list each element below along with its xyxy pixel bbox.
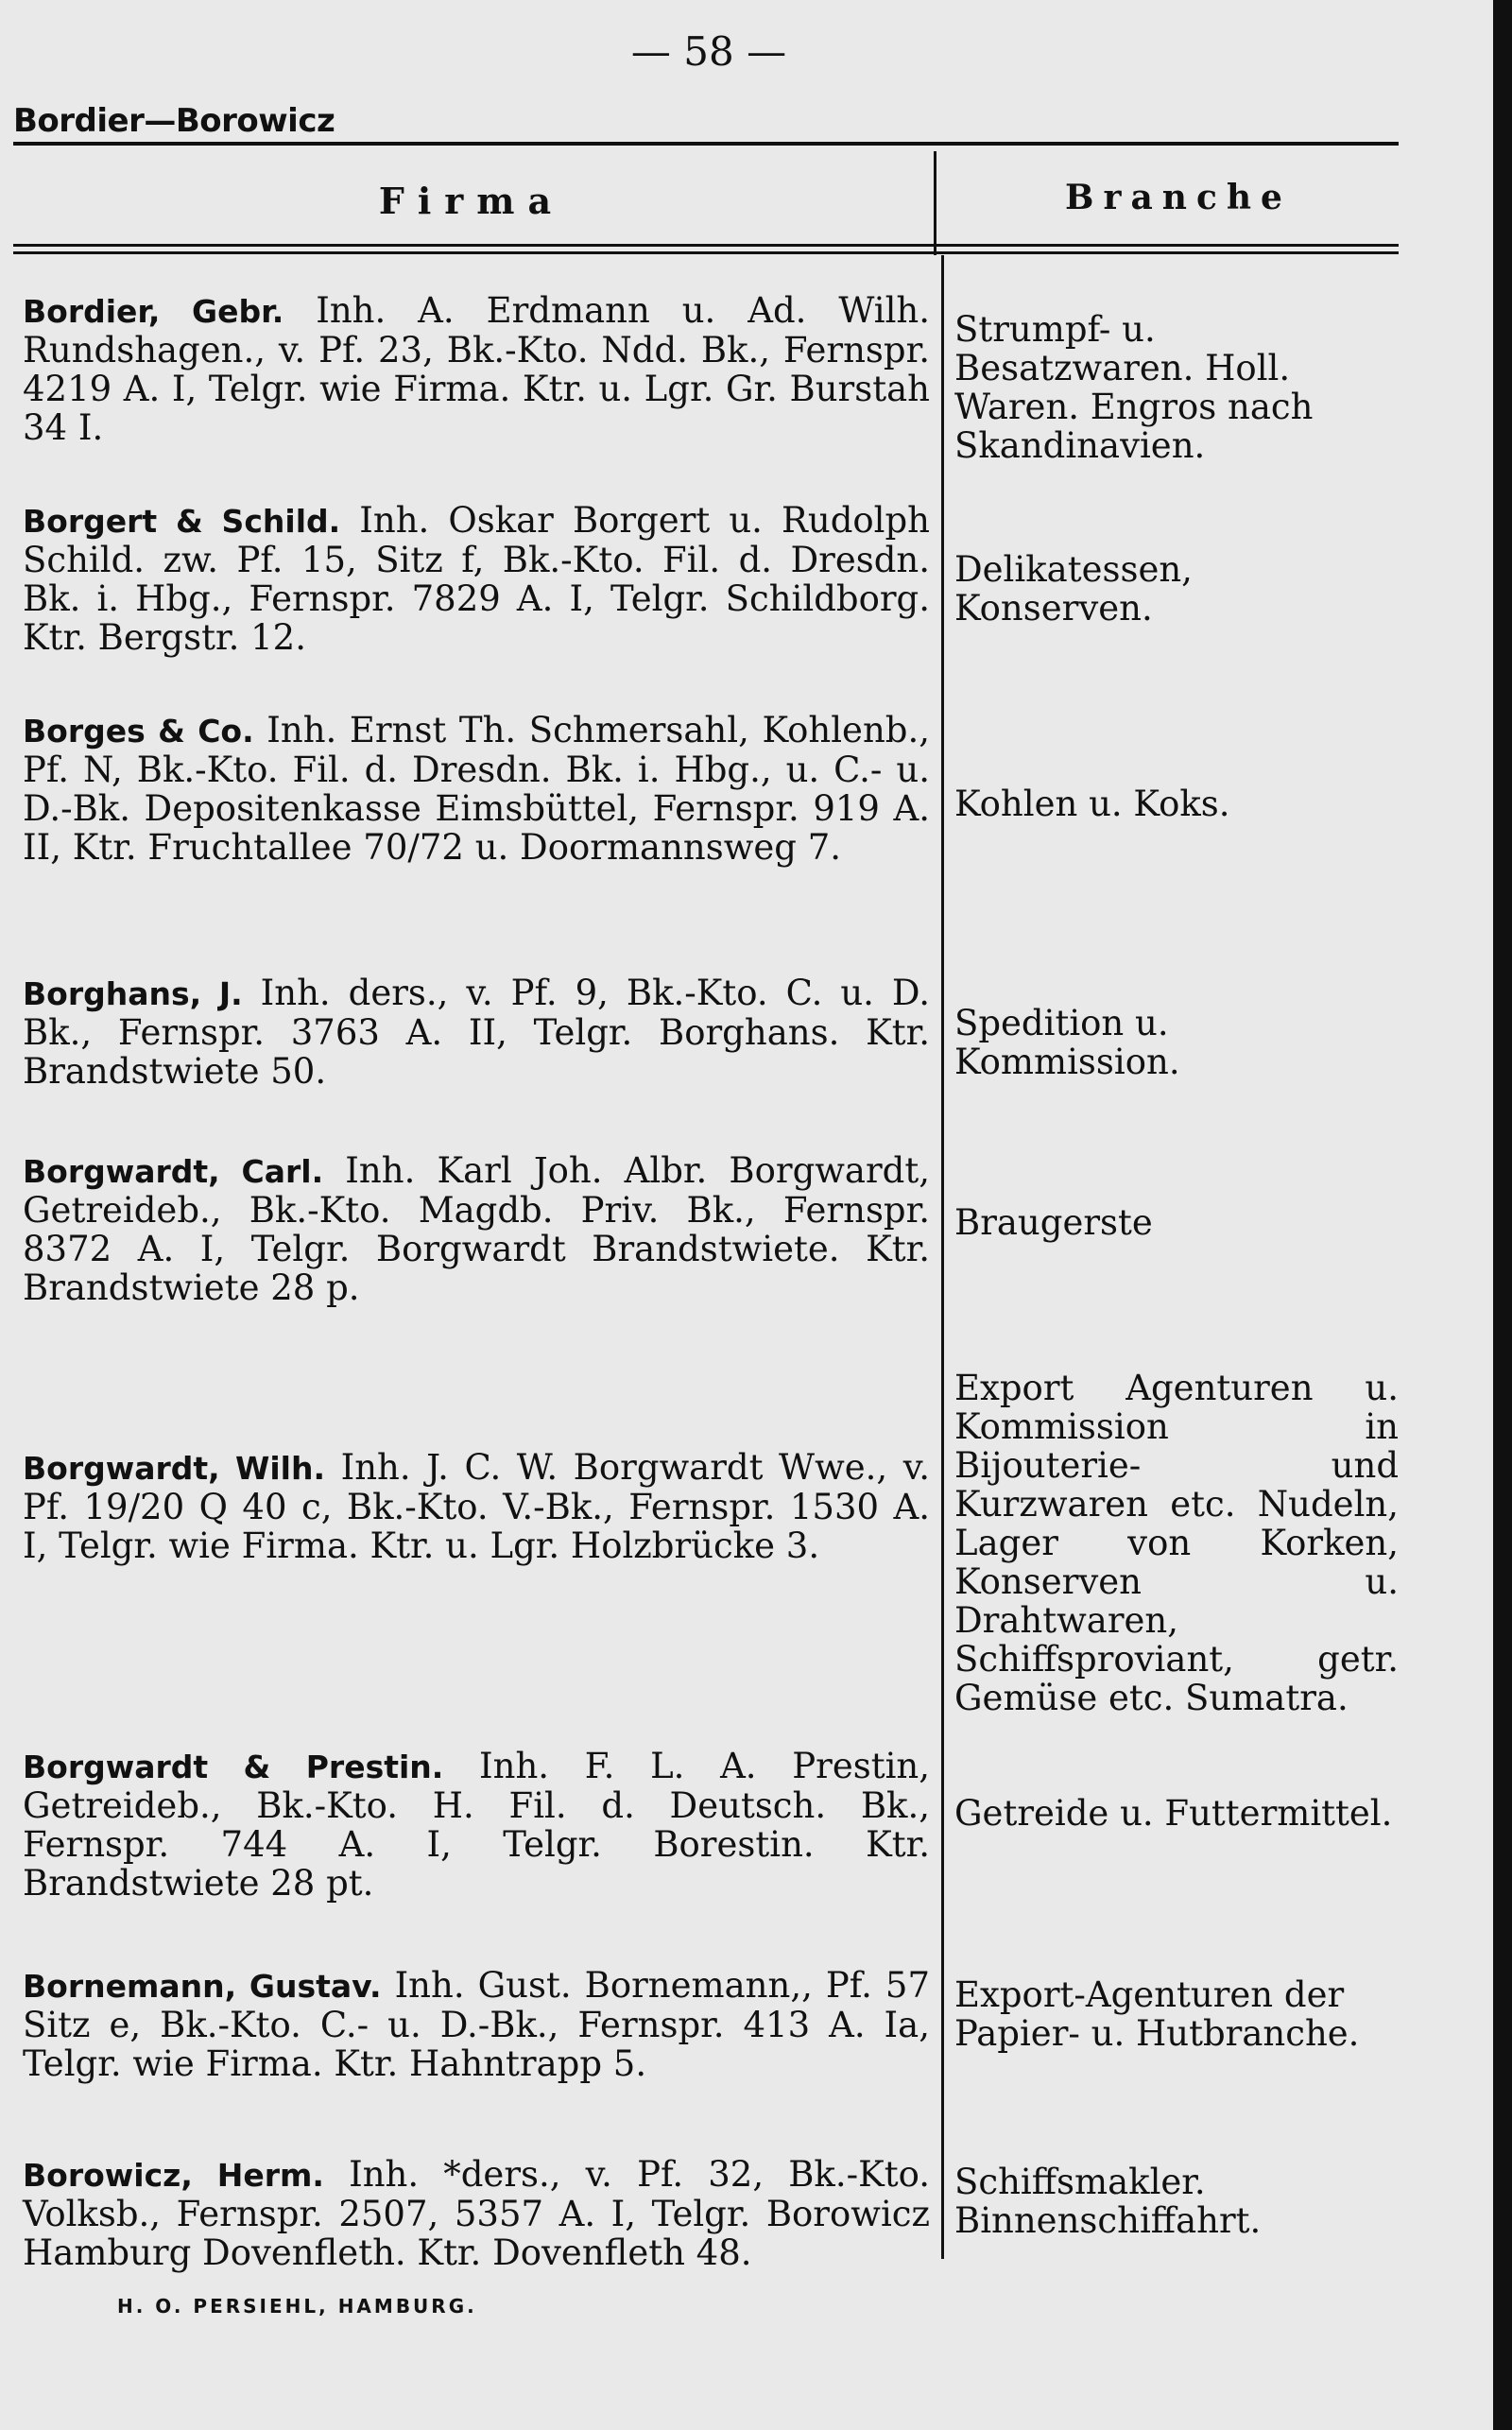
column-divider [941, 255, 944, 2259]
entry-name: Borgert & Schild. [23, 503, 341, 540]
scan-edge-shadow [1493, 0, 1512, 2430]
entry-details: Inh. ders., v. Pf. 9, Bk.-Kto. C. u. D. Bk., Fernspr. 3763 A. II, Telgr. Borghans. Ktr. Brandstwiete 50. [23, 973, 930, 1092]
entry-name: Borgwardt, Wilh. [23, 1450, 326, 1487]
entry-firma [23, 501, 930, 657]
entry-branche: Export Agenturen u. Kommission in Bijouterie- und Kurzwaren etc. Nudeln, Lager von Korken, Konserven u. Drahtwaren, Schiffsproviant, getr. Gemüse etc. Sumatra. [954, 1368, 1399, 1718]
entry-details: Inh. J. C. W. Borgwardt Wwe., v. Pf. 19/20 Q 40 c, Bk.-Kto. V.-Bk., Fernspr. 1530 A. I, Telgr. wie Firma. Ktr. u. Lgr. Holzbrücke 3. [23, 1447, 930, 1566]
entry-name: Borghans, J. [23, 975, 243, 1012]
entry-details: Inh. Ernst Th. Schmersahl, Kohlenb., Pf. N, Bk.-Kto. Fil. d. Dresdn. Bk. i. Hbg., u. C.- u. D.-Bk. Depositenkasse Eimsbüttel, Fernspr. 919 A. II, Ktr. Fruchtallee 70/72 u. Doormannsweg 7. [23, 710, 930, 868]
running-head: Bordier—Borowicz [13, 102, 335, 140]
entry-firma [23, 1448, 930, 1565]
entry-firma [23, 2155, 930, 2272]
entry-name: Borges & Co. [23, 713, 254, 750]
column-header-firma: Firma [378, 180, 565, 222]
entry-details: Inh. A. Erdmann u. Ad. Wilh. Rundshagen., v. Pf. 23, Bk.-Kto. Ndd. Bk., Fernspr. 4219 A. I, Telgr. wie Firma. Ktr. u. Lgr. Gr. Burstah 34 I. [23, 290, 931, 448]
entry-name: Bordier, Gebr. [23, 293, 284, 330]
entry-firma [23, 974, 930, 1091]
entry-branche: Schiffsmakler. Binnenschiffahrt. [954, 2162, 1262, 2241]
entry-name: Bornemann, Gustav. [23, 1968, 382, 2005]
entry-firma [23, 1151, 930, 1307]
entry-name: Borgwardt, Carl. [23, 1153, 324, 1190]
entry-details: Inh. Oskar Borgert u. Rudolph Schild. zw. Pf. 15, Sitz f, Bk.-Kto. Fil. d. Dresdn. Bk. i. Hbg., Fernspr. 7829 A. I, Telgr. Schildborg. Ktr. Bergstr. 12. [23, 500, 931, 658]
entry-name: Borgwardt & Prestin. [23, 1749, 444, 1785]
header-column-divider [934, 151, 936, 255]
entry-branche: Braugerste [954, 1202, 1153, 1243]
column-header-row [13, 151, 1399, 244]
entry-firma [23, 1966, 930, 2083]
entry-branche: Getreide u. Futtermittel. [954, 1793, 1393, 1834]
entry-details: Inh. F. L. A. Prestin, Getreideb., Bk.-Kto. H. Fil. d. Deutsch. Bk., Fernspr. 744 A. I, Telgr. Borestin. Ktr. Brandstwiete 28 pt. [23, 1746, 931, 1904]
entry-firma [23, 1747, 930, 1903]
entry-details: Inh. *ders., v. Pf. 32, Bk.-Kto. Volksb., Fernspr. 2507, 5357 A. I, Telgr. Borowicz Hamburg Dovenfleth. Ktr. Dovenfleth 48. [23, 2154, 930, 2273]
entry-branche: Kohlen u. Koks. [954, 784, 1230, 824]
printer-imprint: H. O. PERSIEHL, HAMBURG. [117, 2295, 477, 2318]
entry-branche: Spedition u. Kommission. [954, 1003, 1180, 1082]
column-header-branche: Branche [1065, 178, 1292, 217]
entry-firma [23, 711, 930, 867]
entry-branche: Export-Agenturen der Papier- u. Hutbranche. [954, 1974, 1360, 2054]
entry-details: Inh. Karl Joh. Albr. Borgwardt, Getreideb., Bk.-Kto. Magdb. Priv. Bk., Fernspr. 8372 A. I, Telgr. Borgwardt Brandstwiete. Ktr. Brandstwiete 28 p. [23, 1150, 930, 1308]
entry-name: Borowicz, Herm. [23, 2157, 324, 2194]
entry-details: Inh. Gust. Bornemann,, Pf. 57 Sitz e, Bk.-Kto. C.- u. D.-Bk., Fernspr. 413 A. Ia, Telgr. wie Firma. Ktr. Hahntrapp 5. [23, 1965, 931, 2084]
entry-firma [23, 291, 930, 447]
header-rule-upper [13, 244, 1399, 247]
entry-branche: Strumpf- u. Besatzwaren. Holl. Waren. Engros nach Skandinavien. [954, 309, 1314, 466]
top-rule [13, 142, 1399, 146]
entry-branche: Delikatessen, Konserven. [954, 549, 1193, 629]
page-number: — 58 — [630, 28, 787, 75]
header-rule-lower [13, 251, 1399, 254]
